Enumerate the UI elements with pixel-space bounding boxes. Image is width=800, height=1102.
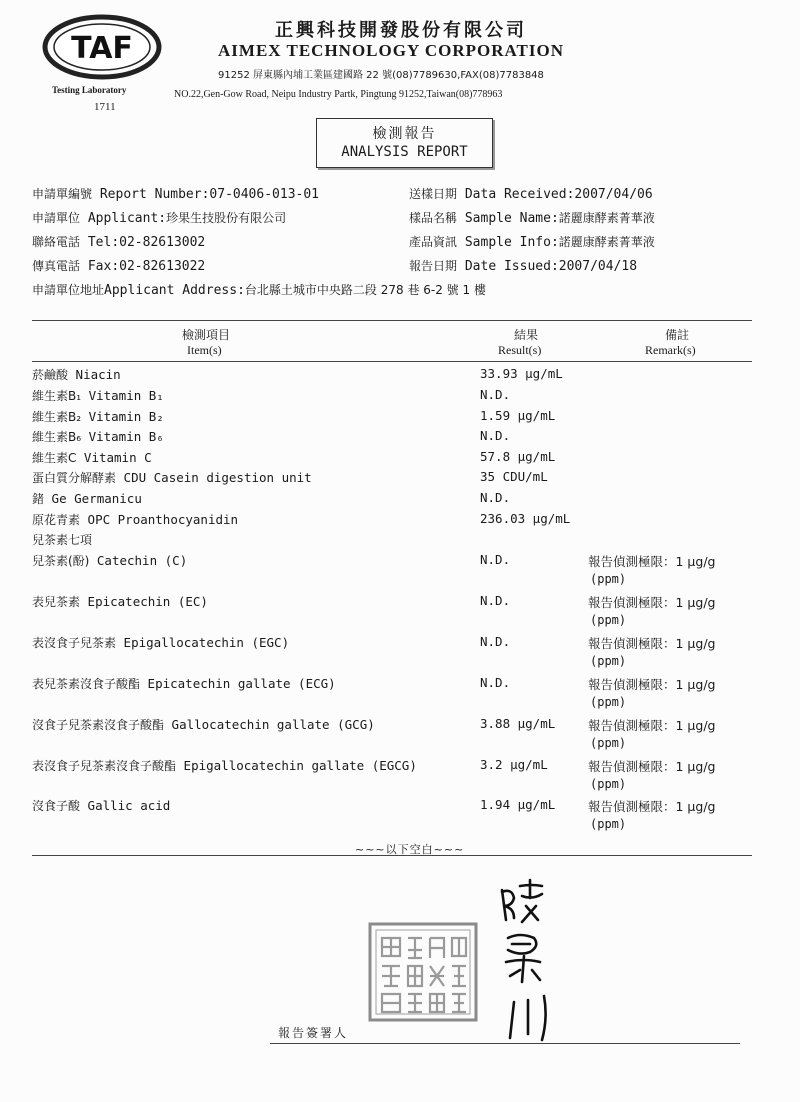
remark-unit: (ppm) (590, 736, 627, 750)
received-label-en: Data Received (464, 187, 567, 202)
item-name-zh: 原花青素 (32, 513, 81, 527)
remark-unit: (ppm) (590, 654, 627, 668)
item-name-zh: 沒食子兒茶素沒食子酸酯 (32, 718, 165, 732)
issued-value: 2007/04/18 (558, 259, 638, 274)
item-name-zh: 蛋白質分解酵素 (32, 471, 117, 485)
col-result-en: Result(s) (498, 343, 542, 357)
item-name-en: Vitamin B₂ (88, 409, 164, 424)
col-result-zh: 結果 (514, 328, 539, 342)
item-name-en: Epigallocatechin gallate (EGCG) (183, 758, 417, 773)
company-name-zh: 正興科技開發股份有限公司 (275, 20, 527, 41)
table-top-rule (32, 320, 752, 321)
remark-unit: (ppm) (590, 695, 627, 709)
item-name-zh: 表沒食子兒茶素沒食子酸酯 (32, 759, 177, 773)
result-value: N.D. (480, 675, 511, 690)
remark-detection-limit: 報告偵測極限：1 μg/g (588, 636, 716, 651)
result-value: N.D. (480, 634, 511, 649)
applicant-label-zh: 申請單位 (32, 211, 81, 225)
report-title-en: ANALYSIS REPORT (341, 144, 468, 160)
report-number-label-zh: 申請單編號 (32, 187, 93, 201)
fax-label-zh: 傳真電話 (32, 259, 81, 273)
remark-unit: (ppm) (590, 777, 627, 791)
table-row-item (32, 797, 170, 814)
table-row-item (32, 469, 312, 486)
report-number-value: 07-0406-013-01 (209, 187, 319, 202)
tel-row: 聯絡電話 Tel:02-82613002 (32, 235, 206, 250)
table-row-item (32, 675, 336, 692)
remark-detection-limit: 報告偵測極限：1 μg/g (588, 718, 716, 733)
result-value: 33.93 μg/mL (480, 366, 563, 381)
issued-row: 報告日期 Date Issued:2007/04/18 (409, 259, 638, 274)
address-label-zh: 申請單位地址 (32, 283, 105, 297)
tel-value: 02-82613002 (119, 235, 206, 250)
fax-value: 02-82613022 (119, 259, 206, 274)
issued-label-zh: 報告日期 (409, 259, 458, 273)
remark-unit: (ppm) (590, 613, 627, 627)
report-number-row: 申請單編號 Report Number:07-0406-013-01 (32, 187, 319, 202)
item-name-en: Catechin (C) (96, 553, 188, 568)
remark-detection-limit: 報告偵測極限：1 μg/g (588, 759, 716, 774)
item-name-zh: 兒茶素(酚) (32, 554, 90, 568)
applicant-label-en: Applicant (87, 211, 159, 226)
item-name-en: Gallocatechin gallate (GCG) (171, 717, 375, 732)
lab-number: 1711 (94, 101, 116, 113)
company-address-en: NO.22,Gen-Gow Road, Neipu Industry Partk, Pingtung 91252,Taiwan(08)778963 (174, 89, 503, 100)
table-row-item (32, 757, 417, 774)
remark-detection-limit: 報告偵測極限：1 μg/g (588, 554, 716, 569)
result-value: 3.2 μg/mL (480, 757, 548, 772)
result-value: 1.94 μg/mL (480, 797, 556, 812)
tel-label-en: Tel (87, 235, 112, 250)
remark-detection-limit: 報告偵測極限：1 μg/g (588, 677, 716, 692)
sample-name-label-en: Sample Name (464, 211, 551, 226)
sample-name-label-zh: 樣品名稱 (409, 211, 458, 225)
company-address-zh: 91252 屏東縣內埔工業區建國路 22 號(08)7789630,FAX(08)7783848 (218, 70, 544, 81)
remark-detection-limit: 報告偵測極限：1 μg/g (588, 595, 716, 610)
col-remark-zh: 備註 (665, 328, 690, 342)
sample-info-value: 諾麗康酵素菁華液 (558, 235, 655, 249)
result-value: 35 CDU/mL (480, 469, 548, 484)
result-value: 57.8 μg/mL (480, 449, 556, 464)
item-name-en: Niacin (75, 367, 121, 382)
handwritten-signature (492, 872, 562, 1052)
signer-label: 報告簽署人 (278, 1026, 349, 1040)
col-item-zh: 檢測項目 (182, 328, 231, 342)
table-row-item (32, 387, 164, 404)
signature-rule (270, 1043, 740, 1044)
item-name-zh: 沒食子酸 (32, 799, 81, 813)
taf-logo (42, 14, 162, 80)
item-name-zh: 表沒食子兒茶素 (32, 636, 117, 650)
item-name-en: Epicatechin gallate (ECG) (147, 676, 336, 691)
applicant-address-row: 申請單位地址Applicant Address:台北縣土城市中央路二段 278 巷 6-2 號 1 樓 (32, 283, 486, 298)
item-name-zh: 維生素B₆ (32, 430, 82, 444)
company-seal-stamp (368, 922, 478, 1022)
item-name-en: Vitamin C (83, 450, 152, 465)
tel-label-zh: 聯絡電話 (32, 235, 81, 249)
item-name-en: Epicatechin (EC) (87, 594, 208, 609)
lab-label: Testing Laboratory (52, 85, 127, 95)
table-row-item (32, 428, 164, 445)
table-row-item (32, 449, 152, 466)
result-value: 236.03 μg/mL (480, 511, 571, 526)
item-name-zh: 菸鹼酸 (32, 368, 69, 382)
applicant-row: 申請單位 Applicant:珍果生技股份有限公司 (32, 211, 287, 226)
sample-info-label-zh: 產品資訊 (409, 235, 458, 249)
table-row-item (32, 490, 142, 507)
fax-row: 傳真電話 Fax:02-82613022 (32, 259, 206, 274)
received-value: 2007/04/06 (574, 187, 653, 202)
fax-label-en: Fax (87, 259, 112, 274)
item-name-zh: 維生素B₁ (32, 389, 82, 403)
table-row-item (32, 552, 187, 569)
blank-below-marker: ~~~以下空白~~~ (355, 843, 465, 856)
result-value: N.D. (480, 490, 511, 505)
address-value: 台北縣土城市中央路二段 278 巷 6-2 號 1 樓 (244, 283, 486, 297)
sample-info-label-en: Sample Info (464, 235, 551, 250)
received-row: 送樣日期 Data Received:2007/04/06 (409, 187, 653, 202)
result-value: N.D. (480, 428, 511, 443)
report-number-label-en: Report Number (99, 187, 202, 202)
remark-detection-limit: 報告偵測極限：1 μg/g (588, 799, 716, 814)
result-value: 3.88 μg/mL (480, 716, 556, 731)
remark-unit: (ppm) (590, 572, 627, 586)
table-row-item (32, 716, 375, 733)
col-remark-en: Remark(s) (645, 343, 696, 357)
issued-label-en: Date Issued (464, 259, 551, 274)
company-name-en: AIMEX TECHNOLOGY CORPORATION (218, 41, 564, 60)
address-label-en: Applicant Address (104, 283, 238, 298)
item-name-en: Epigallocatechin (EGC) (123, 635, 290, 650)
item-name-en: Vitamin B₁ (88, 388, 164, 403)
table-row-item (32, 366, 121, 383)
item-name-en: OPC Proanthocyanidin (87, 512, 239, 527)
table-header-rule (32, 361, 752, 362)
item-name-zh: 維生素B₂ (32, 410, 82, 424)
svg-text:TAF: TAF (71, 31, 133, 66)
result-value: N.D. (480, 552, 511, 567)
table-row-item (32, 593, 208, 610)
item-name-zh: 表兒茶素 (32, 595, 81, 609)
applicant-value: 珍果生技股份有限公司 (166, 211, 287, 225)
result-value: N.D. (480, 387, 511, 402)
item-name-en: Gallic acid (87, 798, 171, 813)
table-row-item (32, 511, 238, 528)
item-name-zh: 維生素C (32, 451, 77, 465)
sample-info-row: 產品資訊 Sample Info:諾麗康酵素菁華液 (409, 235, 655, 250)
item-name-zh: 表兒茶素沒食子酸酯 (32, 677, 141, 691)
col-item-en: Item(s) (187, 343, 222, 357)
table-row-item (32, 634, 289, 651)
item-name-zh: 兒茶素七項 (32, 533, 93, 547)
sample-name-row: 樣品名稱 Sample Name:諾麗康酵素菁華液 (409, 211, 655, 226)
table-row-item (32, 531, 92, 548)
result-value: 1.59 μg/mL (480, 408, 556, 423)
sample-name-value: 諾麗康酵素菁華液 (558, 211, 655, 225)
result-value: N.D. (480, 593, 511, 608)
item-name-en: CDU Casein digestion unit (123, 470, 312, 485)
received-label-zh: 送樣日期 (409, 187, 458, 201)
item-name-en: Ge Germanicu (51, 491, 142, 506)
remark-unit: (ppm) (590, 817, 627, 831)
item-name-zh: 鍺 (32, 492, 45, 506)
table-row-item (32, 408, 164, 425)
report-title-zh: 檢測報告 (372, 126, 437, 142)
item-name-en: Vitamin B₆ (88, 429, 164, 444)
report-title-box (316, 118, 493, 168)
